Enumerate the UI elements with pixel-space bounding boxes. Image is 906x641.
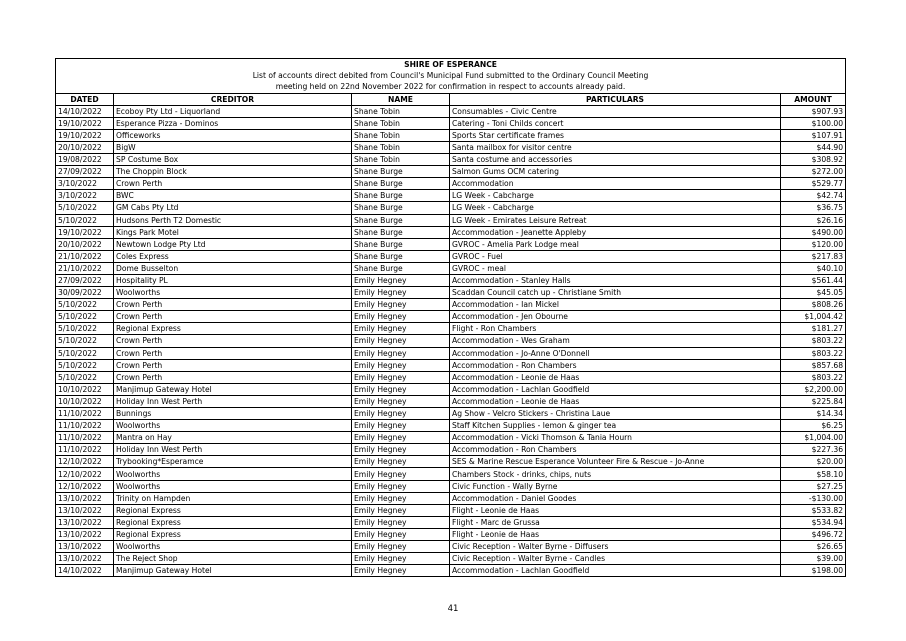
creditor-cell: Bunnings bbox=[114, 408, 352, 420]
name-cell: Shane Burge bbox=[352, 190, 450, 202]
particulars-cell: Flight - Leonie de Haas bbox=[450, 528, 781, 540]
dated-cell: 11/10/2022 bbox=[56, 432, 114, 444]
name-cell: Emily Hegney bbox=[352, 395, 450, 407]
particulars-cell: Flight - Marc de Grussa bbox=[450, 516, 781, 528]
creditor-cell: Woolworths bbox=[114, 541, 352, 553]
name-cell: Emily Hegney bbox=[352, 504, 450, 516]
particulars-cell: SES & Marine Rescue Esperance Volunteer Fire & Rescue - Jo-Anne bbox=[450, 456, 781, 468]
table-row bbox=[56, 299, 846, 311]
table-row bbox=[56, 480, 846, 492]
creditor-cell: Woolworths bbox=[114, 287, 352, 299]
creditor-cell: Crown Perth bbox=[114, 311, 352, 323]
name-cell: Emily Hegney bbox=[352, 528, 450, 540]
particulars-cell: LG Week - Emirates Leisure Retreat bbox=[450, 214, 781, 226]
amount-cell: $857.68 bbox=[781, 359, 846, 371]
table-row bbox=[56, 432, 846, 444]
table-row bbox=[56, 420, 846, 432]
dated-cell: 14/10/2022 bbox=[56, 105, 114, 117]
dated-cell: 19/08/2022 bbox=[56, 154, 114, 166]
column-header-name: NAME bbox=[352, 93, 450, 105]
particulars-cell: Accommodation - Jen Obourne bbox=[450, 311, 781, 323]
particulars-cell: LG Week - Cabcharge bbox=[450, 202, 781, 214]
name-cell: Shane Tobin bbox=[352, 105, 450, 117]
particulars-cell: Salmon Gums OCM catering bbox=[450, 166, 781, 178]
table-row bbox=[56, 335, 846, 347]
particulars-cell: Civic Reception - Walter Byrne - Diffusers bbox=[450, 541, 781, 553]
amount-cell: $39.00 bbox=[781, 553, 846, 565]
table-row bbox=[56, 129, 846, 141]
particulars-cell: Consumables - Civic Centre bbox=[450, 105, 781, 117]
name-cell: Emily Hegney bbox=[352, 516, 450, 528]
dated-cell: 5/10/2022 bbox=[56, 202, 114, 214]
creditor-cell: SP Costume Box bbox=[114, 154, 352, 166]
particulars-cell: GVROC - Amelia Park Lodge meal bbox=[450, 238, 781, 250]
dated-cell: 12/10/2022 bbox=[56, 480, 114, 492]
name-cell: Emily Hegney bbox=[352, 311, 450, 323]
particulars-cell: Accommodation - Leonie de Haas bbox=[450, 395, 781, 407]
particulars-cell: GVROC - Fuel bbox=[450, 250, 781, 262]
name-cell: Emily Hegney bbox=[352, 456, 450, 468]
column-header-particulars: PARTICULARS bbox=[450, 93, 781, 105]
document-subtitle-continued: meeting held on 22nd November 2022 for confirmation in respect to accounts already paid. bbox=[56, 81, 846, 93]
name-cell: Emily Hegney bbox=[352, 335, 450, 347]
table-row bbox=[56, 565, 846, 577]
amount-cell: $198.00 bbox=[781, 565, 846, 577]
amount-cell: $44.90 bbox=[781, 141, 846, 153]
dated-cell: 27/09/2022 bbox=[56, 166, 114, 178]
amount-cell: $272.00 bbox=[781, 166, 846, 178]
particulars-cell: Catering - Toni Childs concert bbox=[450, 117, 781, 129]
table-row bbox=[56, 541, 846, 553]
dated-cell: 19/10/2022 bbox=[56, 226, 114, 238]
particulars-cell: Accommodation - Jeanette Appleby bbox=[450, 226, 781, 238]
column-header-dated: DATED bbox=[56, 93, 114, 105]
dated-cell: 30/09/2022 bbox=[56, 287, 114, 299]
name-cell: Shane Burge bbox=[352, 238, 450, 250]
particulars-cell: GVROC - meal bbox=[450, 262, 781, 274]
name-cell: Emily Hegney bbox=[352, 432, 450, 444]
particulars-cell: Accommodation - Ron Chambers bbox=[450, 444, 781, 456]
dated-cell: 5/10/2022 bbox=[56, 323, 114, 335]
name-cell: Shane Burge bbox=[352, 226, 450, 238]
amount-cell: $529.77 bbox=[781, 178, 846, 190]
table-row bbox=[56, 311, 846, 323]
table-row bbox=[56, 202, 846, 214]
creditor-cell: Crown Perth bbox=[114, 347, 352, 359]
particulars-cell: Civic Function - Wally Byrne bbox=[450, 480, 781, 492]
creditor-cell: GM Cabs Pty Ltd bbox=[114, 202, 352, 214]
particulars-cell: Accommodation - Vicki Thomson & Tania Hourn bbox=[450, 432, 781, 444]
amount-cell: $26.65 bbox=[781, 541, 846, 553]
document-subtitle: List of accounts direct debited from Council's Municipal Fund submitted to the Ordinary Council Meeting bbox=[56, 70, 846, 81]
amount-cell: $36.75 bbox=[781, 202, 846, 214]
name-cell: Emily Hegney bbox=[352, 468, 450, 480]
table-row bbox=[56, 516, 846, 528]
amount-cell: $58.10 bbox=[781, 468, 846, 480]
table-row bbox=[56, 492, 846, 504]
creditor-cell: Woolworths bbox=[114, 420, 352, 432]
creditor-cell: Trinity on Hampden bbox=[114, 492, 352, 504]
creditor-cell: Mantra on Hay bbox=[114, 432, 352, 444]
name-cell: Emily Hegney bbox=[352, 287, 450, 299]
dated-cell: 21/10/2022 bbox=[56, 250, 114, 262]
dated-cell: 10/10/2022 bbox=[56, 395, 114, 407]
amount-cell: $808.26 bbox=[781, 299, 846, 311]
dated-cell: 13/10/2022 bbox=[56, 553, 114, 565]
creditor-cell: Newtown Lodge Pty Ltd bbox=[114, 238, 352, 250]
name-cell: Shane Burge bbox=[352, 202, 450, 214]
amount-cell: -$130.00 bbox=[781, 492, 846, 504]
dated-cell: 5/10/2022 bbox=[56, 359, 114, 371]
amount-cell: $533.82 bbox=[781, 504, 846, 516]
creditor-cell: The Reject Shop bbox=[114, 553, 352, 565]
particulars-cell: Accommodation - Ian Mickel bbox=[450, 299, 781, 311]
table-row bbox=[56, 371, 846, 383]
dated-cell: 13/10/2022 bbox=[56, 528, 114, 540]
dated-cell: 11/10/2022 bbox=[56, 444, 114, 456]
table-row bbox=[56, 323, 846, 335]
dated-cell: 5/10/2022 bbox=[56, 371, 114, 383]
creditor-cell: Esperance Pizza - Dominos bbox=[114, 117, 352, 129]
dated-cell: 27/09/2022 bbox=[56, 274, 114, 286]
creditor-cell: BigW bbox=[114, 141, 352, 153]
particulars-cell: Accommodation - Lachlan Goodfield bbox=[450, 383, 781, 395]
particulars-cell: Flight - Leonie de Haas bbox=[450, 504, 781, 516]
amount-cell: $490.00 bbox=[781, 226, 846, 238]
creditor-cell: The Choppin Block bbox=[114, 166, 352, 178]
creditor-cell: Crown Perth bbox=[114, 178, 352, 190]
dated-cell: 13/10/2022 bbox=[56, 504, 114, 516]
name-cell: Emily Hegney bbox=[352, 371, 450, 383]
table-row bbox=[56, 117, 846, 129]
document-title: SHIRE OF ESPERANCE bbox=[56, 59, 846, 71]
table-row bbox=[56, 105, 846, 117]
name-cell: Emily Hegney bbox=[352, 492, 450, 504]
amount-cell: $40.10 bbox=[781, 262, 846, 274]
dated-cell: 10/10/2022 bbox=[56, 383, 114, 395]
creditor-cell: Crown Perth bbox=[114, 371, 352, 383]
name-cell: Shane Burge bbox=[352, 178, 450, 190]
dated-cell: 3/10/2022 bbox=[56, 178, 114, 190]
creditor-cell: Manjimup Gateway Hotel bbox=[114, 565, 352, 577]
creditor-cell: Regional Express bbox=[114, 323, 352, 335]
particulars-cell: Accommodation - Jo-Anne O'Donnell bbox=[450, 347, 781, 359]
particulars-cell: Santa costume and accessories bbox=[450, 154, 781, 166]
creditor-cell: Trybooking*Esperamce bbox=[114, 456, 352, 468]
creditor-cell: BWC bbox=[114, 190, 352, 202]
amount-cell: $42.74 bbox=[781, 190, 846, 202]
amount-cell: $217.83 bbox=[781, 250, 846, 262]
amount-cell: $227.36 bbox=[781, 444, 846, 456]
particulars-cell: Accommodation - Lachlan Goodfield bbox=[450, 565, 781, 577]
name-cell: Shane Tobin bbox=[352, 141, 450, 153]
table-row bbox=[56, 214, 846, 226]
name-cell: Emily Hegney bbox=[352, 299, 450, 311]
table-row bbox=[56, 154, 846, 166]
creditor-cell: Coles Express bbox=[114, 250, 352, 262]
dated-cell: 20/10/2022 bbox=[56, 141, 114, 153]
creditor-cell: Holiday Inn West Perth bbox=[114, 395, 352, 407]
table-row bbox=[56, 238, 846, 250]
table-row bbox=[56, 262, 846, 274]
name-cell: Emily Hegney bbox=[352, 274, 450, 286]
creditor-cell: Crown Perth bbox=[114, 359, 352, 371]
amount-cell: $803.22 bbox=[781, 347, 846, 359]
creditor-cell: Manjimup Gateway Hotel bbox=[114, 383, 352, 395]
amount-cell: $534.94 bbox=[781, 516, 846, 528]
particulars-cell: Accommodation - Leonie de Haas bbox=[450, 371, 781, 383]
creditor-cell: Regional Express bbox=[114, 516, 352, 528]
dated-cell: 5/10/2022 bbox=[56, 311, 114, 323]
particulars-cell: Chambers Stock - drinks, chips, nuts bbox=[450, 468, 781, 480]
amount-cell: $1,004.42 bbox=[781, 311, 846, 323]
name-cell: Shane Burge bbox=[352, 166, 450, 178]
amount-cell: $45.05 bbox=[781, 287, 846, 299]
particulars-cell: Staff Kitchen Supplies - lemon & ginger tea bbox=[450, 420, 781, 432]
name-cell: Emily Hegney bbox=[352, 420, 450, 432]
table-row bbox=[56, 359, 846, 371]
table-row bbox=[56, 408, 846, 420]
particulars-cell: Accommodation - Daniel Goodes bbox=[450, 492, 781, 504]
particulars-cell: Civic Reception - Walter Byrne - Candles bbox=[450, 553, 781, 565]
particulars-cell: Sports Star certificate frames bbox=[450, 129, 781, 141]
name-cell: Shane Tobin bbox=[352, 117, 450, 129]
name-cell: Emily Hegney bbox=[352, 359, 450, 371]
amount-cell: $308.92 bbox=[781, 154, 846, 166]
amount-cell: $26.16 bbox=[781, 214, 846, 226]
amount-cell: $2,200.00 bbox=[781, 383, 846, 395]
name-cell: Shane Burge bbox=[352, 250, 450, 262]
creditor-cell: Crown Perth bbox=[114, 335, 352, 347]
amount-cell: $120.00 bbox=[781, 238, 846, 250]
table-row bbox=[56, 504, 846, 516]
creditor-cell: Hudsons Perth T2 Domestic bbox=[114, 214, 352, 226]
particulars-cell: Accommodation - Stanley Halls bbox=[450, 274, 781, 286]
creditor-cell: Crown Perth bbox=[114, 299, 352, 311]
creditor-cell: Regional Express bbox=[114, 504, 352, 516]
creditor-cell: Hospitality PL bbox=[114, 274, 352, 286]
table-row bbox=[56, 274, 846, 286]
name-cell: Shane Tobin bbox=[352, 154, 450, 166]
table-row bbox=[56, 528, 846, 540]
table-row bbox=[56, 250, 846, 262]
dated-cell: 13/10/2022 bbox=[56, 516, 114, 528]
column-header-creditor: CREDITOR bbox=[114, 93, 352, 105]
amount-cell: $181.27 bbox=[781, 323, 846, 335]
dated-cell: 14/10/2022 bbox=[56, 565, 114, 577]
amount-cell: $100.00 bbox=[781, 117, 846, 129]
table-row bbox=[56, 456, 846, 468]
table-row bbox=[56, 141, 846, 153]
creditor-cell: Officeworks bbox=[114, 129, 352, 141]
table-row bbox=[56, 178, 846, 190]
dated-cell: 12/10/2022 bbox=[56, 456, 114, 468]
dated-cell: 12/10/2022 bbox=[56, 468, 114, 480]
creditor-cell: Holiday Inn West Perth bbox=[114, 444, 352, 456]
amount-cell: $27.25 bbox=[781, 480, 846, 492]
name-cell: Emily Hegney bbox=[352, 541, 450, 553]
particulars-cell: Accommodation - Ron Chambers bbox=[450, 359, 781, 371]
creditor-cell: Kings Park Motel bbox=[114, 226, 352, 238]
name-cell: Emily Hegney bbox=[352, 480, 450, 492]
amount-cell: $561.44 bbox=[781, 274, 846, 286]
name-cell: Shane Burge bbox=[352, 214, 450, 226]
particulars-cell: Accommodation - Wes Graham bbox=[450, 335, 781, 347]
name-cell: Emily Hegney bbox=[352, 565, 450, 577]
table-row bbox=[56, 287, 846, 299]
creditor-cell: Dome Busselton bbox=[114, 262, 352, 274]
particulars-cell: Scaddan Council catch up - Christiane Smith bbox=[450, 287, 781, 299]
column-header-amount: AMOUNT bbox=[781, 93, 846, 105]
dated-cell: 5/10/2022 bbox=[56, 347, 114, 359]
column-header-row bbox=[56, 93, 846, 105]
dated-cell: 11/10/2022 bbox=[56, 420, 114, 432]
dated-cell: 3/10/2022 bbox=[56, 190, 114, 202]
name-cell: Emily Hegney bbox=[352, 383, 450, 395]
dated-cell: 20/10/2022 bbox=[56, 238, 114, 250]
creditor-cell: Woolworths bbox=[114, 468, 352, 480]
dated-cell: 13/10/2022 bbox=[56, 541, 114, 553]
particulars-cell: Flight - Ron Chambers bbox=[450, 323, 781, 335]
amount-cell: $6.25 bbox=[781, 420, 846, 432]
dated-cell: 5/10/2022 bbox=[56, 214, 114, 226]
name-cell: Emily Hegney bbox=[352, 553, 450, 565]
table-row bbox=[56, 226, 846, 238]
dated-cell: 11/10/2022 bbox=[56, 408, 114, 420]
creditor-cell: Ecoboy Pty Ltd - Liquorland bbox=[114, 105, 352, 117]
table-row bbox=[56, 166, 846, 178]
name-cell: Emily Hegney bbox=[352, 444, 450, 456]
table-row bbox=[56, 395, 846, 407]
particulars-cell: Santa mailbox for visitor centre bbox=[450, 141, 781, 153]
accounts-table bbox=[55, 58, 846, 577]
table-row bbox=[56, 383, 846, 395]
table-body bbox=[56, 105, 846, 577]
dated-cell: 19/10/2022 bbox=[56, 117, 114, 129]
creditor-cell: Regional Express bbox=[114, 528, 352, 540]
amount-cell: $803.22 bbox=[781, 335, 846, 347]
amount-cell: $1,004.00 bbox=[781, 432, 846, 444]
amount-cell: $907.93 bbox=[781, 105, 846, 117]
name-cell: Shane Tobin bbox=[352, 129, 450, 141]
page-number: 41 bbox=[447, 604, 459, 614]
amount-cell: $107.91 bbox=[781, 129, 846, 141]
dated-cell: 13/10/2022 bbox=[56, 492, 114, 504]
creditor-cell: Woolworths bbox=[114, 480, 352, 492]
name-cell: Emily Hegney bbox=[352, 408, 450, 420]
table-row bbox=[56, 444, 846, 456]
table-row bbox=[56, 553, 846, 565]
amount-cell: $496.72 bbox=[781, 528, 846, 540]
amount-cell: $20.00 bbox=[781, 456, 846, 468]
amount-cell: $803.22 bbox=[781, 371, 846, 383]
particulars-cell: Ag Show - Velcro Stickers - Christina Laue bbox=[450, 408, 781, 420]
table-row bbox=[56, 468, 846, 480]
amount-cell: $225.84 bbox=[781, 395, 846, 407]
name-cell: Emily Hegney bbox=[352, 347, 450, 359]
particulars-cell: Accommodation bbox=[450, 178, 781, 190]
table-row bbox=[56, 347, 846, 359]
name-cell: Shane Burge bbox=[352, 262, 450, 274]
amount-cell: $14.34 bbox=[781, 408, 846, 420]
table-row bbox=[56, 190, 846, 202]
particulars-cell: LG Week - Cabcharge bbox=[450, 190, 781, 202]
dated-cell: 5/10/2022 bbox=[56, 299, 114, 311]
dated-cell: 5/10/2022 bbox=[56, 335, 114, 347]
dated-cell: 21/10/2022 bbox=[56, 262, 114, 274]
dated-cell: 19/10/2022 bbox=[56, 129, 114, 141]
name-cell: Emily Hegney bbox=[352, 323, 450, 335]
